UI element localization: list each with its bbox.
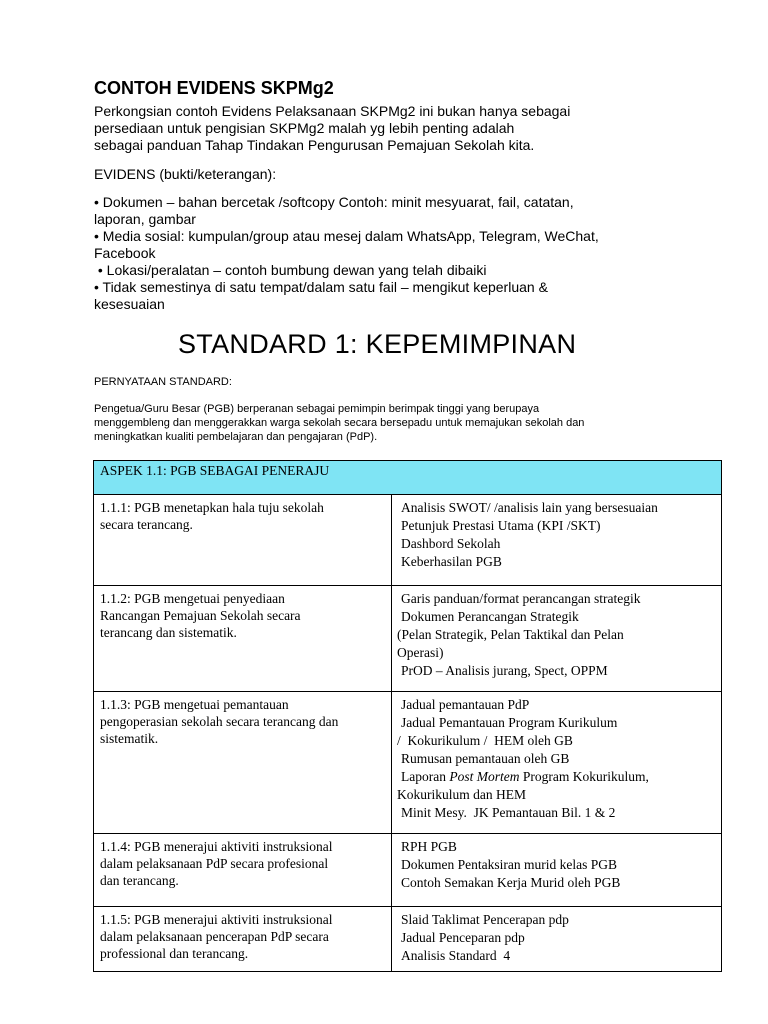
evidence-item: PrOD – Analisis jurang, Spect, OPPM — [401, 663, 608, 678]
evidence-item: Jadual pemantauan PdP — [401, 697, 530, 712]
evidence-item: Slaid Taklimat Pencerapan pdp — [401, 912, 569, 927]
item-description — [94, 834, 392, 907]
table-row — [94, 907, 722, 972]
evidens-bullet-list — [94, 194, 694, 313]
aspek-table — [93, 460, 722, 972]
evidence-item: Operasi) — [397, 645, 444, 660]
pernyataan-line: menggembleng dan menggerakkan warga sekolah secara bersepadu untuk memajukan sekolah dan — [94, 417, 585, 429]
table-row — [94, 834, 722, 907]
intro-section — [94, 103, 694, 313]
evidence-item: Jadual Penceparan pdp — [401, 930, 525, 945]
description-line: terancang dan sistematik. — [100, 625, 237, 640]
item-description — [94, 586, 392, 692]
bullet-line: • Media sosial: kumpulan/group atau mesej dalam WhatsApp, Telegram, WeChat, — [94, 228, 599, 244]
intro-line: Perkongsian contoh Evidens Pelaksanaan SKPMg2 ini bukan hanya sebagai — [94, 103, 571, 119]
evidence-cell — [392, 495, 722, 586]
evidens-label: EVIDENS (bukti/keterangan): — [94, 166, 277, 182]
bullet-line: • Tidak semestinya di satu tempat/dalam satu fail – mengikut keperluan & — [94, 279, 548, 295]
bullet-line: • Lokasi/peralatan – contoh bumbung dewan yang telah dibaiki — [94, 262, 487, 278]
post-mortem-text: Laporan Post Mortem Program Kokurikulum, — [401, 769, 649, 784]
evidence-item: Kokurikulum dan HEM — [397, 787, 526, 802]
bullet-line: • Dokumen – bahan bercetak /softcopy Contoh: minit mesyuarat, fail, catatan, — [94, 194, 574, 210]
pernyataan-line: Pengetua/Guru Besar (PGB) berperanan sebagai pemimpin berimpak tinggi yang berupaya — [94, 403, 540, 415]
document-title: CONTOH EVIDENS SKPMg2 — [94, 78, 334, 98]
description-line: 1.1.5: PGB menerajui aktiviti instruksional — [100, 912, 333, 927]
description-line: professional dan terancang. — [100, 946, 249, 961]
table-row — [94, 692, 722, 834]
evidence-item: Analisis SWOT/ /analisis lain yang bersesuaian — [401, 500, 658, 515]
description-line: dalam pelaksanaan PdP secara profesional — [100, 856, 329, 871]
evidence-cell — [392, 692, 722, 834]
item-description — [94, 495, 392, 586]
bullet-line: laporan, gambar — [94, 211, 196, 227]
evidence-item: Contoh Semakan Kerja Murid oleh PGB — [401, 875, 621, 890]
pernyataan-text — [94, 402, 684, 444]
pernyataan-label: PERNYATAAN STANDARD: — [94, 376, 232, 388]
description-line: 1.1.3: PGB mengetuai pemantauan — [100, 697, 289, 712]
evidence-item: Keberhasilan PGB — [401, 554, 502, 569]
intro-line: persediaan untuk pengisian SKPMg2 malah yg lebih penting adalah — [94, 120, 515, 136]
evidence-item: / Kokurikulum / HEM oleh GB — [397, 733, 573, 748]
bullet-line: kesesuaian — [94, 296, 165, 312]
evidence-item-post-mortem — [401, 768, 715, 785]
description-line: 1.1.4: PGB menerajui aktiviti instruksional — [100, 839, 333, 854]
evidence-item: Dashbord Sekolah — [401, 536, 501, 551]
intro-line: sebagai panduan Tahap Tindakan Pengurusan Pemajuan Sekolah kita. — [94, 137, 535, 153]
description-line: pengoperasian sekolah secara terancang dan — [100, 714, 339, 729]
evidence-cell — [392, 907, 722, 972]
evidence-item: Rumusan pemantauan oleh GB — [401, 751, 570, 766]
pernyataan-line: meningkatkan kualiti pembelajaran dan pengajaran (PdP). — [94, 431, 378, 443]
evidence-item: Petunjuk Prestasi Utama (KPI /SKT) — [401, 518, 601, 533]
evidence-item: Dokumen Perancangan Strategik — [401, 609, 579, 624]
evidence-item: Dokumen Pentaksiran murid kelas PGB — [401, 857, 617, 872]
evidence-cell — [392, 586, 722, 692]
description-line: dan terancang. — [100, 873, 179, 888]
item-description — [94, 907, 392, 972]
evidence-item: Jadual Pemantauan Program Kurikulum — [401, 715, 618, 730]
aspek-header-row — [94, 461, 722, 495]
description-line: 1.1.2: PGB mengetuai penyediaan — [100, 591, 285, 606]
description-line: secara terancang. — [100, 517, 193, 532]
evidence-cell — [392, 834, 722, 907]
evidence-item: RPH PGB — [401, 839, 457, 854]
description-line: 1.1.1: PGB menetapkan hala tuju sekolah — [100, 500, 324, 515]
evidence-item: Garis panduan/format perancangan strategik — [401, 591, 641, 606]
evidence-item: Minit Mesy. JK Pemantauan Bil. 1 & 2 — [401, 805, 616, 820]
description-line: Rancangan Pemajuan Sekolah secara — [100, 608, 301, 623]
description-line: dalam pelaksanaan pencerapan PdP secara — [100, 929, 329, 944]
bullet-line: Facebook — [94, 245, 156, 261]
standard-title: STANDARD 1: KEPEMIMPINAN — [178, 329, 577, 359]
table-row — [94, 586, 722, 692]
table-row — [94, 495, 722, 586]
description-line: sistematik. — [100, 731, 159, 746]
evidence-item: (Pelan Strategik, Pelan Taktikal dan Pelan — [397, 627, 624, 642]
aspek-header: ASPEK 1.1: PGB SEBAGAI PENERAJU — [94, 461, 722, 495]
evidence-item: Analisis Standard 4 — [401, 948, 511, 963]
item-description — [94, 692, 392, 834]
